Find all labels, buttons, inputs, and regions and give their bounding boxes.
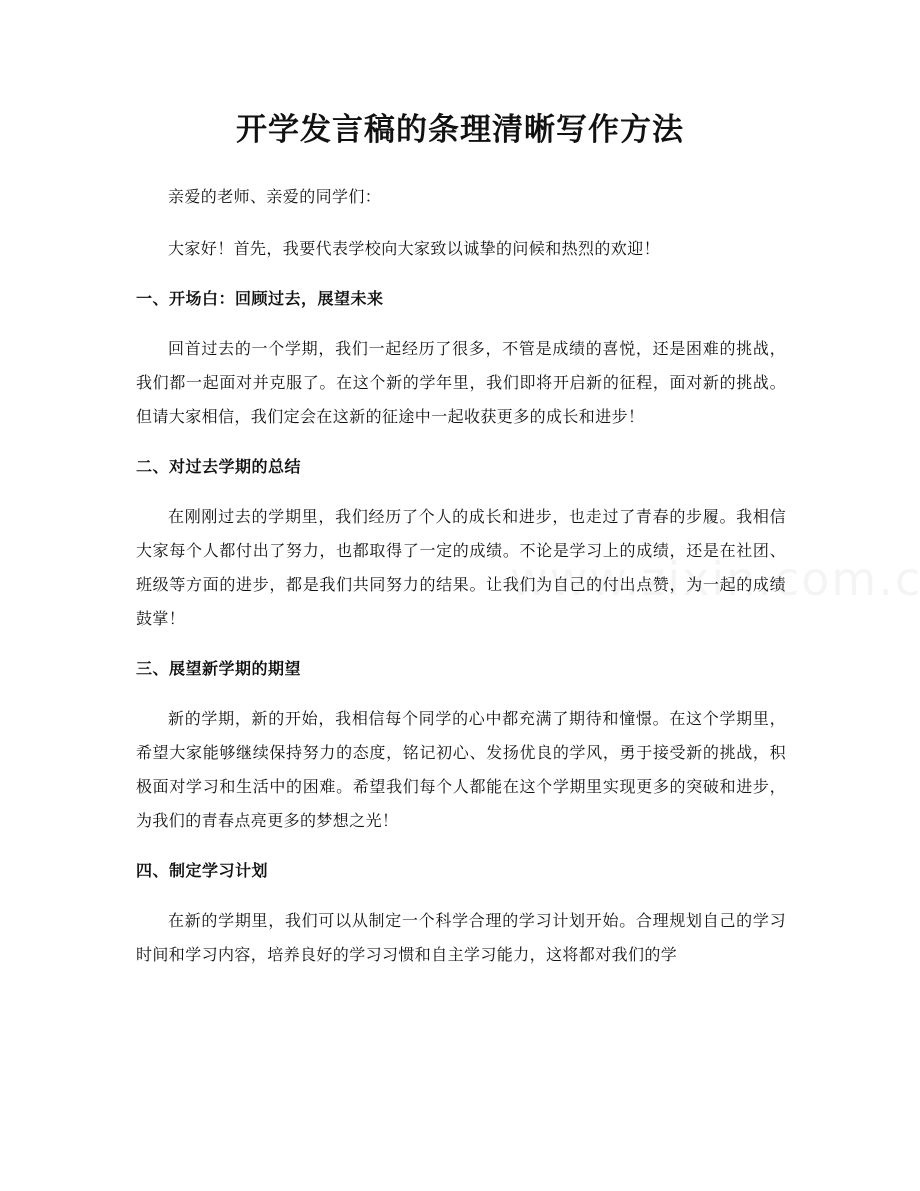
section-body-3: 新的学期，新的开始，我相信每个同学的心中都充满了期待和憧憬。在这个学期里，希望大家能够继续保持努力的态度，铭记初心、发扬优良的学风，勇于接受新的挑战，积极面对学习和生活中的困难。希望我们每个人都能在这个学期里实现更多的突破和进步，为我们的青春点亮更多的梦想之光！ bbox=[136, 709, 786, 830]
greeting-paragraph: 亲爱的老师、亲爱的同学们： bbox=[168, 187, 382, 206]
document-body bbox=[136, 180, 786, 972]
section-body-1: 回首过去的一个学期，我们一起经历了很多，不管是成绩的喜悦，还是困难的挑战，我们都一起面对并克服了。在这个新的学年里，我们即将开启新的征程，面对新的挑战。但请大家相信，我们定会在这新的征途中一起收获更多的成长和进步！ bbox=[136, 339, 786, 426]
section-heading-1: 一、开场白：回顾过去，展望未来 bbox=[136, 289, 384, 308]
opening-paragraph: 大家好！首先，我要代表学校向大家致以诚挚的问候和热烈的欢迎！ bbox=[168, 239, 661, 258]
section-heading-2: 二、对过去学期的总结 bbox=[136, 457, 302, 476]
section-body-2: 在刚刚过去的学期里，我们经历了个人的成长和进步，也走过了青春的步履。我相信大家每个人都付出了努力，也都取得了一定的成绩。不论是学习上的成绩，还是在社团、班级等方面的进步，都是我们共同努力的结果。让我们为自己的付出点赞，为一起的成绩鼓掌！ bbox=[136, 507, 786, 628]
section-body-4: 在新的学期里，我们可以从制定一个科学合理的学习计划开始。合理规划自己的学习时间和学习内容，培养良好的学习习惯和自主学习能力，这将都对我们的学 bbox=[136, 911, 786, 964]
section-heading-3: 三、展望新学期的期望 bbox=[136, 659, 302, 678]
document-title: 开学发言稿的条理清晰写作方法 bbox=[236, 112, 684, 148]
section-heading-4: 四、制定学习计划 bbox=[136, 861, 269, 880]
